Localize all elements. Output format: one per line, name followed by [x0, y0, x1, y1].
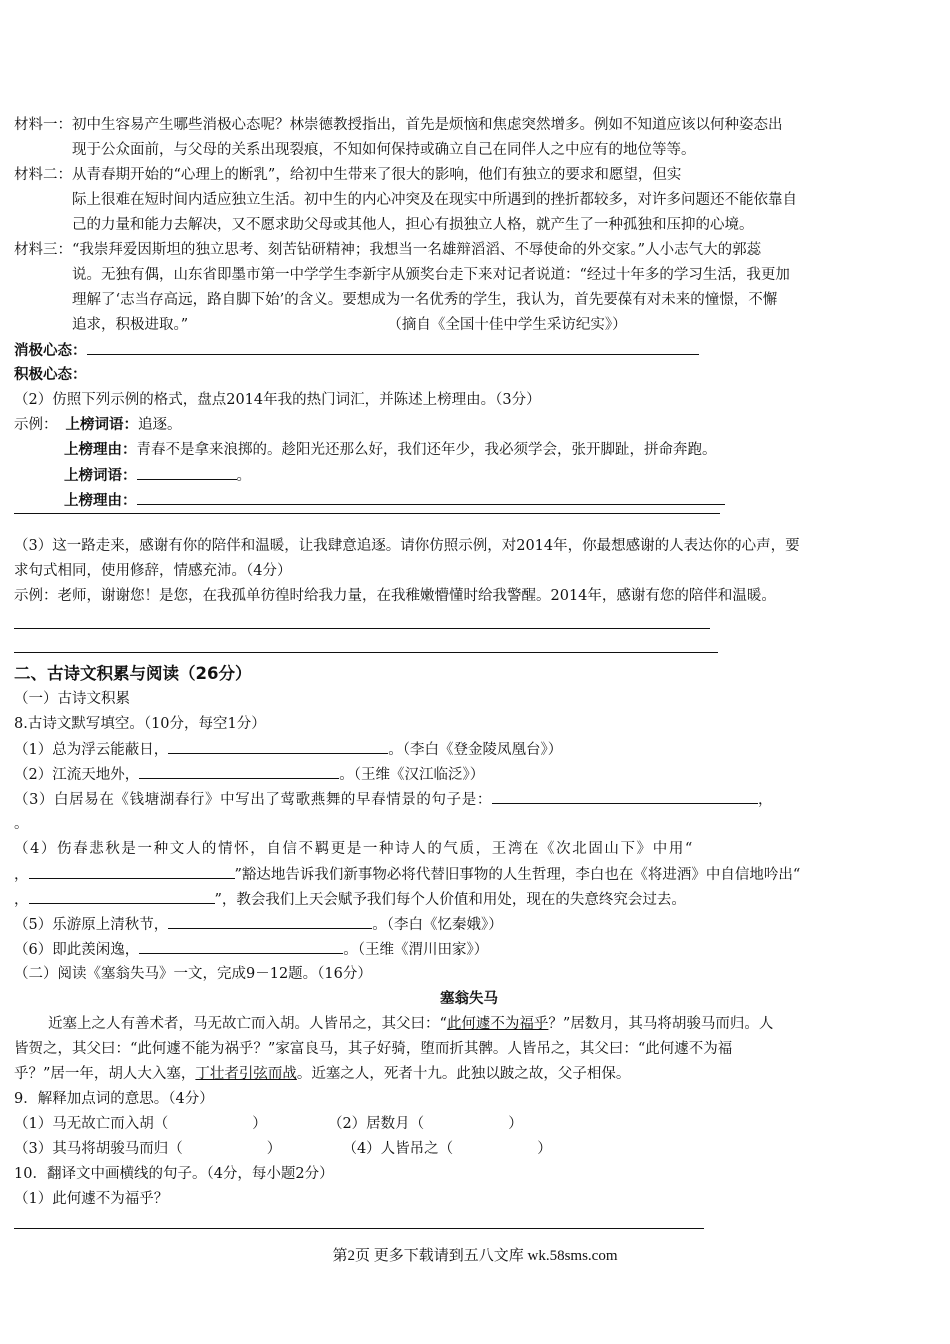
- q8-2: [14, 762, 924, 787]
- q2-reason-label: 上榜理由：: [64, 442, 137, 458]
- material-3-line-4-text: 追求，积极进取。”: [72, 317, 189, 333]
- passage-line-2: 皆贺之，其父曰：“此何遽不能为祸乎？”家富良马，其子好骑，堕而折其髀。人皆吊之，其父曰：“此何遽不为福: [14, 1041, 733, 1057]
- positive-mindset-label: 积极心态：: [14, 367, 87, 383]
- q2-word-label: 上榜词语：: [65, 417, 138, 433]
- q2-fill-reason-label: 上榜理由：: [64, 493, 137, 509]
- q8-3-blank[interactable]: [492, 787, 758, 804]
- q8-3: [14, 787, 924, 812]
- material-3-line-3: 理解了‘志当存高远，路自脚下始’的含义。要想成为一名优秀的学生，我认为，首先要葆有对未来的憧憬，不懈: [72, 292, 778, 308]
- section-2-title: 二、古诗文积累与阅读（26分）: [14, 664, 252, 683]
- material-3-source: （摘自《全国十佳中学生采访纪实》）: [387, 317, 627, 333]
- q8-6: [14, 937, 924, 962]
- material-3-line-4: [14, 313, 924, 338]
- q8-4-blank-1[interactable]: [29, 862, 235, 879]
- q8-5: [14, 912, 924, 937]
- q8-4-text-3: ”，教会我们上天会赋予我们每个人价值和用处，现在的失意终究会过去。: [214, 892, 686, 908]
- q3-example: 示例：老师，谢谢您！是您，在我孤单彷徨时给我力量，在我稚嫩懵懂时给我警醒。2014年，感谢有您的陪伴和温暖。: [14, 588, 776, 604]
- q9-1: （1）马无故亡而入胡（: [14, 1116, 169, 1132]
- passage-line-3-b: 。近塞之人，死者十九。此独以跛之故，父子相保。: [296, 1066, 631, 1082]
- q8-3-end: 。: [14, 816, 29, 832]
- q8-2-text: （2）江流天地外，: [14, 767, 140, 783]
- q2-example-reason-row: [14, 438, 924, 463]
- q2-reason-value: 青春不是拿来浪掷的。趁阳光还那么好，我们还年少，我必须学会，张开脚趾，拼命奔跑。: [136, 442, 717, 458]
- material-2-line-1: 材料二：从青春期开始的“心理上的断乳”，给初中生带来了很大的影响，他们有独立的要求和愿望，但实: [14, 167, 682, 183]
- q8-2-source: 。（王维《汉江临泛》）: [339, 767, 485, 783]
- q8-prompt: 8.古诗文默写填空。（10分，每空1分）: [14, 716, 266, 732]
- negative-mindset-blank[interactable]: [87, 338, 699, 355]
- q9-4-close: ）: [537, 1141, 552, 1157]
- passage-underline-1: 此何遽不为福乎: [446, 1016, 549, 1032]
- q2-fill-reason-blank[interactable]: [137, 488, 725, 505]
- material-3-line-1: 材料三：“我崇拜爱因斯坦的独立思考、刻苦钻研精神；我想当一名雄辩滔滔、不辱使命的外交家。”人小志气大的郭蕊: [14, 242, 762, 258]
- material-2-line-2: 际上很难在短时间内适应独立生活。初中生的内心冲突及在现实中所遇到的挫折都较多，对许多问题还不能依靠自: [72, 192, 797, 208]
- q8-5-source: 。（李白《忆秦娥》）: [372, 917, 503, 933]
- q8-6-source: 。（王维《渭川田家》）: [343, 942, 489, 958]
- q9-2: （2）居数月（: [327, 1116, 425, 1132]
- q8-4-line-3: [14, 887, 924, 912]
- q9-3: （3）其马将胡骏马而归（: [14, 1141, 183, 1157]
- q8-2-blank[interactable]: [139, 762, 339, 779]
- q2-word-value: 追逐。: [138, 417, 182, 433]
- material-2-line-3: 己的力量和能力去解决，又不愿求助父母或其他人，担心有损独立人格，就产生了一种孤独和压抑的心境。: [72, 217, 754, 233]
- section-2-sub-2: （二）阅读《塞翁失马》一文，完成9－12题。（16分）: [14, 966, 372, 982]
- q10-1-answer-line[interactable]: [14, 1228, 704, 1229]
- q10-1: （1）此何遽不为福乎？: [14, 1191, 169, 1207]
- material-1-line-2: 现于公众面前，与父母的关系出现裂痕，不知如何保持或确立自己在同伴人之中应有的地位等等。: [72, 142, 696, 158]
- q2-fill-reason-row: [14, 488, 924, 513]
- q10-prompt: 10．翻译文中画横线的句子。（4分，每小题2分）: [14, 1166, 334, 1182]
- q8-4-line-1: （4）伤春悲秋是一种文人的情怀，自信不羁更是一种诗人的气质，王湾在《次北固山下》中用“: [14, 841, 694, 857]
- positive-mindset-row: [14, 363, 924, 388]
- q2-prompt: （2）仿照下列示例的格式，盘点2014年我的热门词汇，并陈述上榜理由。（3分）: [14, 392, 541, 408]
- passage-line-3-a: 乎？”居一年，胡人大入塞，: [14, 1066, 196, 1082]
- q8-3-text: （3）白居易在《钱塘湖春行》中写出了莺歌燕舞的早春情景的句子是：: [14, 792, 492, 808]
- q8-4-comma-2: ，: [14, 892, 29, 908]
- section-2-sub-1: （一）古诗文积累: [14, 691, 130, 707]
- passage-line-1-b: ？”居数月，其马将胡骏马而归。人: [548, 1016, 774, 1032]
- q8-1-source: 。（李白《登金陵凤凰台》）: [388, 742, 563, 758]
- q8-5-text: （5）乐游原上清秋节，: [14, 917, 169, 933]
- q2-fill-word-row: [14, 463, 924, 488]
- q8-1: [14, 737, 924, 762]
- q9-prompt: 9．解释加点词的意思。（4分）: [14, 1091, 214, 1107]
- q2-fill-word-blank[interactable]: [137, 463, 237, 480]
- q3-prompt-line-1: （3）这一路走来，感谢有你的陪伴和温暖，让我肆意追逐。请你仿照示例，对2014年，你最想感谢的人表达你的心声，要: [14, 538, 800, 554]
- passage-line-3: [14, 1062, 924, 1087]
- q8-1-text: （1）总为浮云能蔽日，: [14, 742, 169, 758]
- q8-6-text: （6）即此羡闲逸，: [14, 942, 140, 958]
- q8-4-line-2: [14, 862, 924, 887]
- q8-5-blank[interactable]: [168, 912, 372, 929]
- passage-line-1-a: 近塞上之人有善术者，马无故亡而入胡。人皆吊之，其父曰：“: [48, 1016, 447, 1032]
- q2-example-label: 示例：: [14, 417, 58, 433]
- q3-prompt-line-2: 求句式相同，使用修辞，情感充沛。（4分）: [14, 563, 292, 579]
- page-footer: 第2页 更多下载请到五八文库 wk.58sms.com: [332, 1248, 618, 1264]
- q2-fill-word-label: 上榜词语：: [64, 468, 137, 484]
- q8-3-comma: ，: [757, 792, 774, 808]
- q9-3-close: ）: [266, 1141, 282, 1157]
- passage-line-1: [14, 1012, 924, 1037]
- q2-example-word-row: [14, 413, 924, 438]
- q9-row-2: [14, 1137, 924, 1162]
- q8-6-blank[interactable]: [139, 937, 343, 954]
- q8-4-text-2: ”豁达地告诉我们新事物必将代替旧事物的人生哲理，李白也在《将进酒》中自信地吟出“: [234, 867, 801, 883]
- q8-4-blank-2[interactable]: [29, 887, 215, 904]
- q9-1-close: ）: [252, 1116, 267, 1132]
- passage-underline-2: 丁壮者引弦而战: [195, 1066, 297, 1082]
- negative-mindset-row: [14, 338, 924, 363]
- q9-row-1: [14, 1112, 924, 1137]
- material-3-line-2: 说。无独有偶，山东省即墨市第一中学学生李新宇从颁奖台走下来对记者说道：“经过十年多的学习生活，我更加: [72, 267, 790, 283]
- q8-4-comma-1: ，: [14, 867, 29, 883]
- passage-title: 塞翁失马: [440, 991, 498, 1007]
- q8-1-blank[interactable]: [168, 737, 388, 754]
- q9-4: （4）人皆吊之（: [342, 1141, 454, 1157]
- exam-page: [14, 113, 924, 1229]
- q2-fill-word-end: 。: [236, 468, 251, 484]
- q9-2-close: ）: [508, 1116, 523, 1132]
- material-1-line-1: 材料一：初中生容易产生哪些消极心态呢？林崇德教授指出，首先是烦恼和焦虑突然增多。例如不知道应该以何种姿态出: [14, 117, 783, 133]
- negative-mindset-label: 消极心态：: [14, 343, 87, 359]
